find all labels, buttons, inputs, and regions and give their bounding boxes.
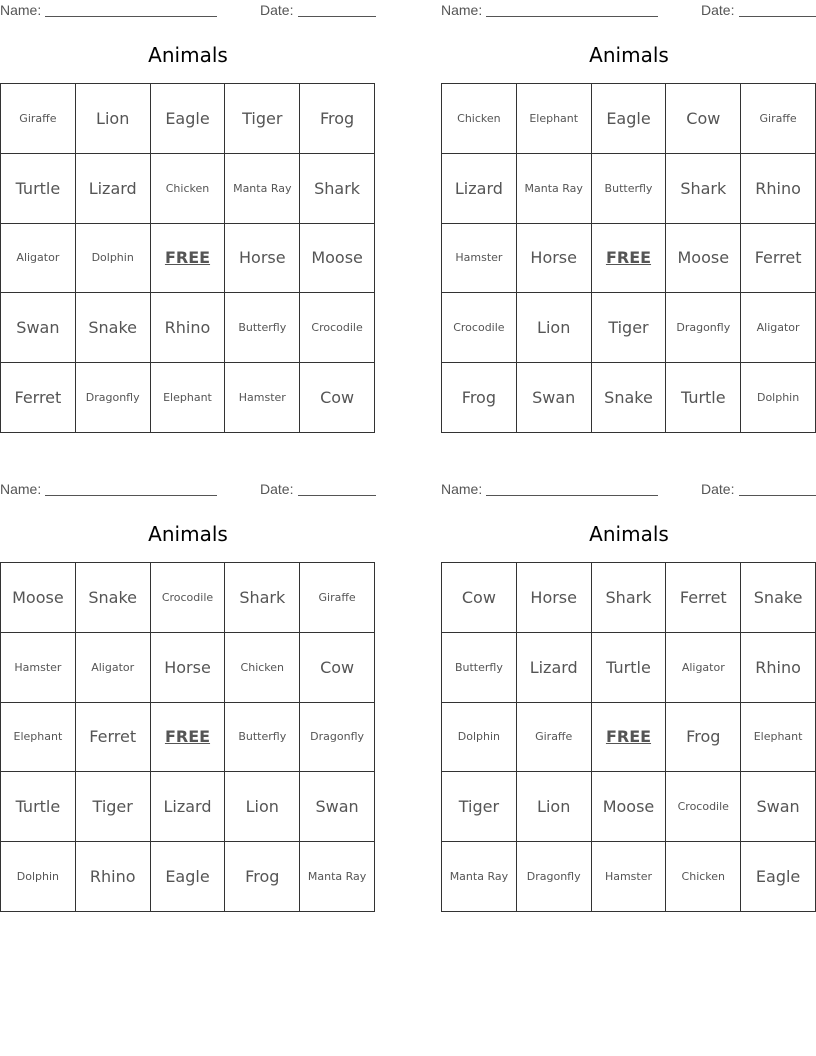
- bingo-cell[interactable]: Snake: [741, 563, 816, 633]
- bingo-cell[interactable]: Swan: [1, 293, 76, 363]
- bingo-cell[interactable]: Aligator: [1, 224, 76, 294]
- bingo-cell[interactable]: Giraffe: [741, 84, 816, 154]
- bingo-cell[interactable]: Chicken: [442, 84, 517, 154]
- bingo-cell[interactable]: Horse: [151, 633, 226, 703]
- bingo-cell[interactable]: Tiger: [225, 84, 300, 154]
- bingo-cell[interactable]: Rhino: [741, 633, 816, 703]
- bingo-grid: [0, 83, 375, 433]
- bingo-cell[interactable]: Butterfly: [442, 633, 517, 703]
- bingo-cell[interactable]: Moose: [666, 224, 741, 294]
- card-title: Animals: [148, 522, 228, 546]
- bingo-cell[interactable]: Manta Ray: [442, 842, 517, 912]
- bingo-cell[interactable]: Dragonfly: [517, 842, 592, 912]
- bingo-cell[interactable]: Frog: [300, 84, 375, 154]
- bingo-cell[interactable]: Ferret: [76, 703, 151, 773]
- bingo-cell[interactable]: Moose: [592, 772, 667, 842]
- name-label: Name:: [441, 2, 483, 18]
- bingo-cell[interactable]: Crocodile: [666, 772, 741, 842]
- bingo-cell[interactable]: Lizard: [76, 154, 151, 224]
- card-title: Animals: [148, 43, 228, 67]
- bingo-cell[interactable]: Aligator: [666, 633, 741, 703]
- bingo-cell[interactable]: Butterfly: [225, 703, 300, 773]
- bingo-cell[interactable]: Elephant: [517, 84, 592, 154]
- bingo-cell[interactable]: Snake: [76, 563, 151, 633]
- bingo-cell[interactable]: Eagle: [592, 84, 667, 154]
- bingo-cell[interactable]: Eagle: [151, 84, 226, 154]
- bingo-cell[interactable]: Giraffe: [1, 84, 76, 154]
- bingo-cell[interactable]: Hamster: [225, 363, 300, 433]
- bingo-cell[interactable]: Swan: [300, 772, 375, 842]
- free-space[interactable]: FREE: [151, 224, 226, 294]
- free-space[interactable]: FREE: [151, 703, 226, 773]
- bingo-cell[interactable]: Giraffe: [300, 563, 375, 633]
- bingo-cell[interactable]: Moose: [1, 563, 76, 633]
- bingo-grid: [441, 562, 816, 912]
- name-field[interactable]: [486, 16, 658, 17]
- bingo-cell[interactable]: Elephant: [1, 703, 76, 773]
- name-label: Name:: [0, 2, 42, 18]
- bingo-cell[interactable]: Horse: [225, 224, 300, 294]
- bingo-cell[interactable]: Dragonfly: [666, 293, 741, 363]
- bingo-cell[interactable]: Butterfly: [225, 293, 300, 363]
- free-space[interactable]: FREE: [592, 703, 667, 773]
- bingo-cell[interactable]: Cow: [300, 363, 375, 433]
- date-label: Date:: [701, 481, 735, 497]
- bingo-cell[interactable]: Snake: [592, 363, 667, 433]
- bingo-cell[interactable]: Dragonfly: [300, 703, 375, 773]
- bingo-cell[interactable]: Ferret: [666, 563, 741, 633]
- bingo-cell[interactable]: Dolphin: [442, 703, 517, 773]
- bingo-cell[interactable]: Turtle: [1, 772, 76, 842]
- bingo-card: [0, 0, 376, 440]
- bingo-cell[interactable]: Ferret: [1, 363, 76, 433]
- bingo-cell[interactable]: Butterfly: [592, 154, 667, 224]
- card-header: [0, 0, 376, 20]
- bingo-cell[interactable]: Lion: [517, 772, 592, 842]
- bingo-cell[interactable]: Giraffe: [517, 703, 592, 773]
- bingo-cell[interactable]: Frog: [666, 703, 741, 773]
- bingo-cell[interactable]: Crocodile: [151, 563, 226, 633]
- bingo-cell[interactable]: Chicken: [666, 842, 741, 912]
- date-field[interactable]: [739, 495, 816, 496]
- card-title: Animals: [589, 43, 669, 67]
- bingo-cell[interactable]: Turtle: [1, 154, 76, 224]
- bingo-grid: [441, 83, 816, 433]
- bingo-cell[interactable]: Aligator: [76, 633, 151, 703]
- bingo-cell[interactable]: Chicken: [151, 154, 226, 224]
- bingo-cell[interactable]: Frog: [225, 842, 300, 912]
- bingo-card: [0, 479, 376, 919]
- bingo-cell[interactable]: Dolphin: [741, 363, 816, 433]
- bingo-cell[interactable]: Lion: [76, 84, 151, 154]
- bingo-cell[interactable]: Manta Ray: [225, 154, 300, 224]
- bingo-cell[interactable]: Dolphin: [1, 842, 76, 912]
- bingo-cell[interactable]: Turtle: [592, 633, 667, 703]
- bingo-cell[interactable]: Hamster: [442, 224, 517, 294]
- bingo-cell[interactable]: Shark: [300, 154, 375, 224]
- bingo-cell[interactable]: Shark: [666, 154, 741, 224]
- bingo-cell[interactable]: Tiger: [442, 772, 517, 842]
- card-header: [441, 479, 816, 499]
- date-label: Date:: [260, 2, 294, 18]
- card-header: [441, 0, 816, 20]
- bingo-cell[interactable]: Swan: [741, 772, 816, 842]
- bingo-cell[interactable]: Elephant: [741, 703, 816, 773]
- date-label: Date:: [701, 2, 735, 18]
- bingo-cell[interactable]: Cow: [666, 84, 741, 154]
- date-label: Date:: [260, 481, 294, 497]
- bingo-card: [441, 0, 816, 440]
- bingo-cell[interactable]: Eagle: [741, 842, 816, 912]
- bingo-cell[interactable]: Elephant: [151, 363, 226, 433]
- bingo-cell[interactable]: Manta Ray: [300, 842, 375, 912]
- bingo-cell[interactable]: Hamster: [592, 842, 667, 912]
- date-field[interactable]: [739, 16, 816, 17]
- bingo-cell[interactable]: Crocodile: [442, 293, 517, 363]
- bingo-cell[interactable]: Tiger: [76, 772, 151, 842]
- bingo-cell[interactable]: Dragonfly: [76, 363, 151, 433]
- bingo-cell[interactable]: Rhino: [741, 154, 816, 224]
- bingo-cell[interactable]: Horse: [517, 224, 592, 294]
- bingo-cell[interactable]: Ferret: [741, 224, 816, 294]
- bingo-cell[interactable]: Eagle: [151, 842, 226, 912]
- bingo-cell[interactable]: Lizard: [151, 772, 226, 842]
- name-field[interactable]: [486, 495, 658, 496]
- bingo-cell[interactable]: Cow: [442, 563, 517, 633]
- bingo-cell[interactable]: Aligator: [741, 293, 816, 363]
- bingo-cell[interactable]: Tiger: [592, 293, 667, 363]
- bingo-cell[interactable]: Turtle: [666, 363, 741, 433]
- bingo-cell[interactable]: Rhino: [76, 842, 151, 912]
- date-field[interactable]: [298, 495, 376, 496]
- bingo-cell[interactable]: Manta Ray: [517, 154, 592, 224]
- bingo-cell[interactable]: Horse: [517, 563, 592, 633]
- bingo-cell[interactable]: Lizard: [517, 633, 592, 703]
- card-title: Animals: [589, 522, 669, 546]
- bingo-card: [441, 479, 816, 919]
- bingo-cell[interactable]: Snake: [76, 293, 151, 363]
- bingo-cell[interactable]: Shark: [225, 563, 300, 633]
- bingo-cell[interactable]: Chicken: [225, 633, 300, 703]
- bingo-cell[interactable]: Rhino: [151, 293, 226, 363]
- bingo-cell[interactable]: Lion: [225, 772, 300, 842]
- date-field[interactable]: [298, 16, 376, 17]
- bingo-cell[interactable]: Frog: [442, 363, 517, 433]
- name-field[interactable]: [45, 495, 217, 496]
- bingo-cell[interactable]: Dolphin: [76, 224, 151, 294]
- name-label: Name:: [0, 481, 42, 497]
- bingo-cell[interactable]: Shark: [592, 563, 667, 633]
- bingo-cell[interactable]: Crocodile: [300, 293, 375, 363]
- card-header: [0, 479, 376, 499]
- bingo-cell[interactable]: Lion: [517, 293, 592, 363]
- bingo-cell[interactable]: Swan: [517, 363, 592, 433]
- bingo-cell[interactable]: Lizard: [442, 154, 517, 224]
- bingo-cell[interactable]: Cow: [300, 633, 375, 703]
- bingo-cell[interactable]: Moose: [300, 224, 375, 294]
- bingo-grid: [0, 562, 375, 912]
- name-label: Name:: [441, 481, 483, 497]
- bingo-cell[interactable]: Hamster: [1, 633, 76, 703]
- name-field[interactable]: [45, 16, 217, 17]
- free-space[interactable]: FREE: [592, 224, 667, 294]
